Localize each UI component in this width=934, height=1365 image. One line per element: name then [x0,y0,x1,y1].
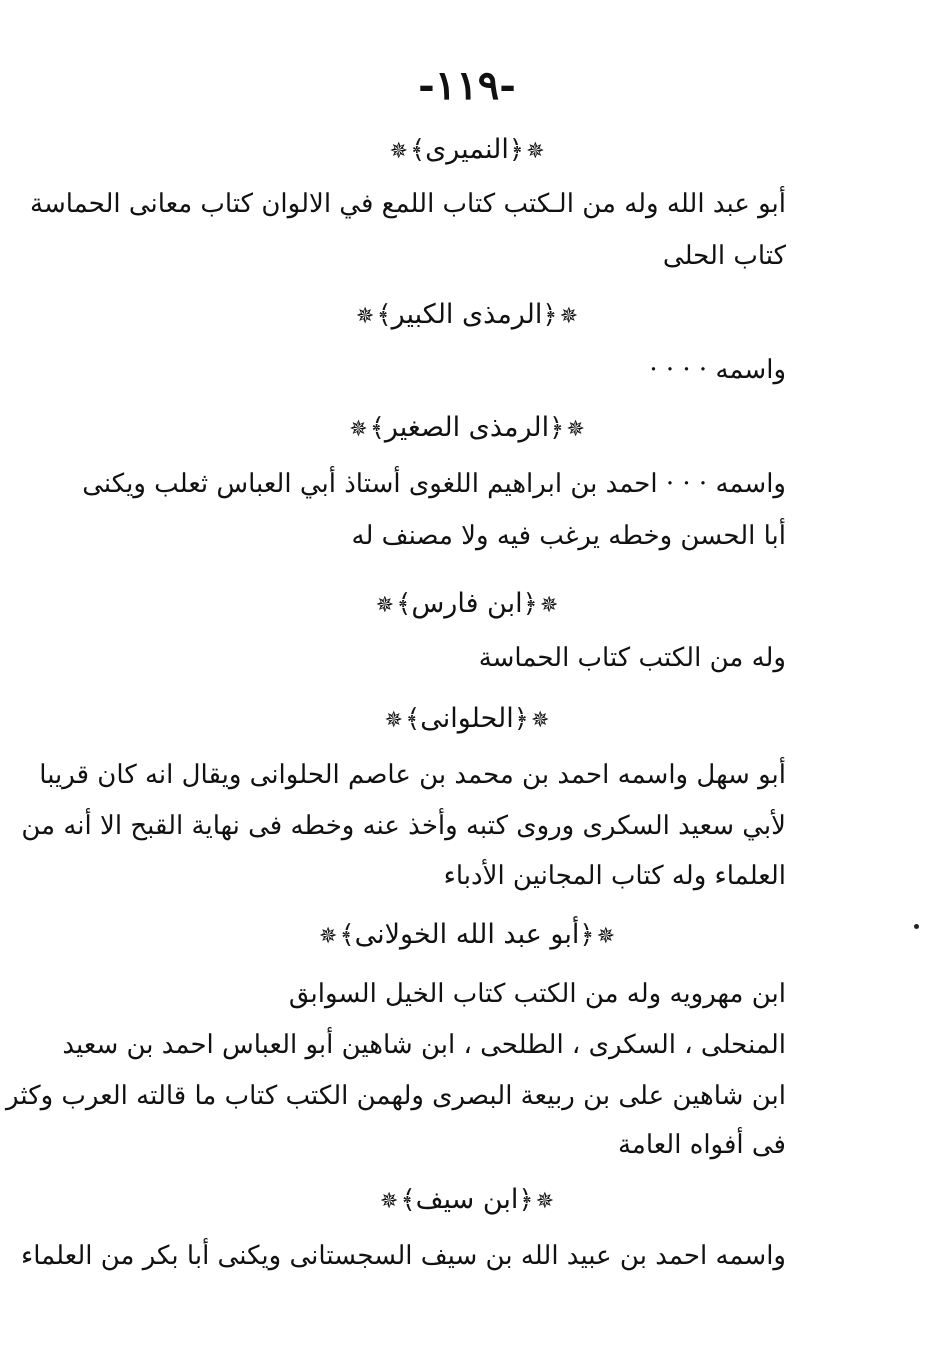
section-heading [0,408,934,450]
body-line: المنحلى ، السكرى ، الطلحى ، ابن شاهين أبو العباس احمد بن سعيد [62,1030,786,1060]
bracket-open: ﴿ [513,704,530,734]
ornament-star-icon: ✵ [539,593,559,618]
body-line: ابن مهرويه وله من الكتب كتاب الخيل السوابق [288,979,786,1009]
bracket-close: ﴾ [376,300,392,330]
section-title: ابن فارس [411,588,523,619]
ornament-star-icon: ✵ [349,417,368,442]
section-heading [0,699,934,741]
body-line: أبو عبد الله وله من الـكتب كتاب اللمع في الالوان كتاب معانى الحماسة [30,189,786,219]
ornament-star-icon: ✵ [535,1189,555,1214]
body-line: فى أفواه العامة [617,1130,786,1160]
stray-mark [914,924,919,929]
body-line: لأبي سعيد السكرى وروى كتبه وأخذ عنه وخطه فى نهاية القبح الا أنه من [21,811,786,841]
bracket-open: ﴿ [579,920,595,950]
bracket-open: ﴿ [522,589,538,619]
ornament-star-icon: ✵ [526,139,545,164]
ornament-star-icon: ✵ [559,304,579,329]
body-line: أبا الحسن وخطه يرغب فيه ولا مصنف له [351,521,786,551]
bracket-close: ﴾ [396,589,412,619]
section-heading [0,584,934,626]
section-title: الحلوانى [420,703,514,734]
bracket-close: ﴾ [339,920,355,950]
body-line: أبو سهل واسمه احمد بن محمد بن عاصم الحلوانى ويقال انه كان قريبا [39,760,786,790]
ornament-star-icon: ✵ [384,708,403,733]
ornament-star-icon: ✵ [355,304,375,329]
section-title: ابن سيف [415,1184,519,1215]
bracket-close: ﴾ [409,135,426,165]
section-title: أبو عبد الله الخولانى [354,919,580,950]
section-heading [0,295,934,337]
bracket-open: ﴿ [508,135,525,165]
ornament-star-icon: ✵ [531,708,550,733]
body-line: واسمه · · · احمد بن ابراهيم اللغوى أستاذ أبي العباس ثعلب ويكنى [82,469,786,499]
bracket-close: ﴾ [404,704,421,734]
bracket-close: ﴾ [400,1185,416,1215]
bracket-open: ﴿ [542,300,558,330]
section-heading [0,1180,934,1222]
section-title: الرمذى الكبير [391,299,543,330]
body-line: العلماء وله كتاب المجانين الأدباء [443,861,786,891]
section-title: النميرى [425,134,509,165]
body-line: كتاب الحلى [662,241,786,271]
body-line: واسمه احمد بن عبيد الله بن سيف السجستانى ويكنى أبا بكر من العلماء [20,1241,786,1271]
page-number: -١١٩- [418,62,516,109]
ornament-star-icon: ✵ [375,593,395,618]
ornament-star-icon: ✵ [318,924,338,949]
ornament-star-icon: ✵ [379,1189,399,1214]
body-line: ابن شاهين على بن ربيعة البصرى ولهمن الكتب كتاب ما قالته العرب وكثر [6,1081,786,1111]
ornament-star-icon: ✵ [389,139,408,164]
body-line: واسمه · · · · [649,355,786,385]
bracket-open: ﴿ [518,1185,534,1215]
section-heading [0,130,934,172]
section-heading [0,915,934,957]
ornament-star-icon: ✵ [566,417,585,442]
ornament-star-icon: ✵ [596,924,616,949]
bracket-close: ﴾ [369,413,385,443]
body-line: وله من الكتب كتاب الحماسة [478,643,786,673]
bracket-open: ﴿ [549,413,565,443]
section-title: الرمذى الصغير [384,412,550,443]
